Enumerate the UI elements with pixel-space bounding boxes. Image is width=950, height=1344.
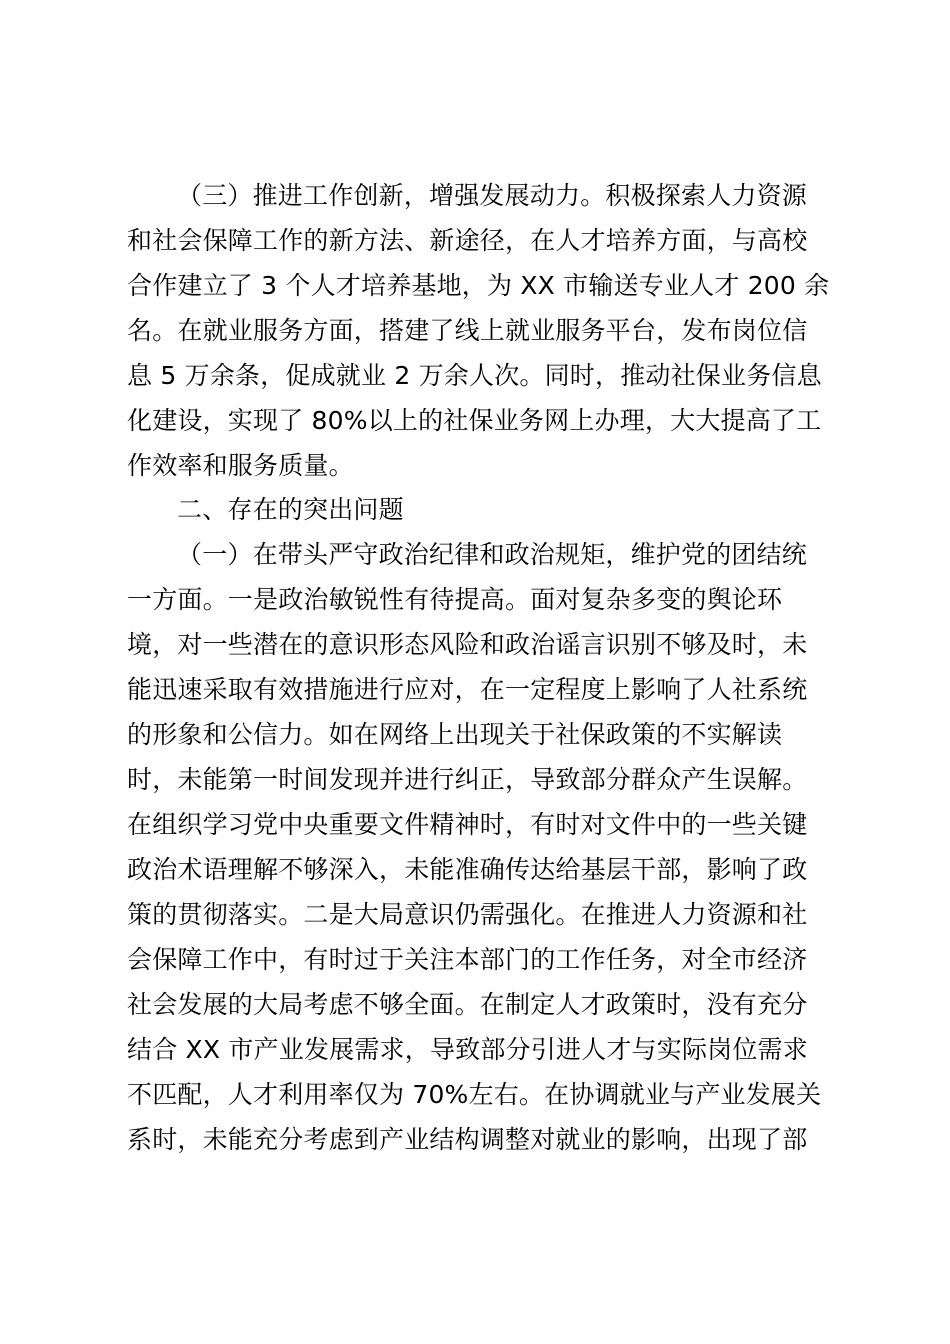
text-line: 一方面。一是政治敏锐性有待提高。面对复杂多变的舆论环: [127, 585, 783, 614]
text-line: 作效率和服务质量。: [127, 451, 354, 480]
text-line: 时，未能第一时间发现并进行纠正，导致部分群众产生误解。: [127, 765, 808, 794]
text-line: 名。在就业服务方面，搭建了线上就业服务平台，发布岗位信: [127, 316, 808, 345]
text-line: 在组织学习党中央重要文件精神时，有时对文件中的一些关键: [127, 810, 808, 839]
text-line: 结合 XX 市产业发展需求，导致部分引进人才与实际岗位需求: [127, 1035, 808, 1064]
text-line: 的形象和公信力。如在网络上出现关于社保政策的不实解读: [127, 720, 783, 749]
text-line: 合作建立了 3 个人才培养基地，为 XX 市输送专业人才 200 余: [127, 271, 830, 300]
text-line: 息 5 万余条，促成就业 2 万余人次。同时，推动社保业务信息: [127, 361, 822, 390]
text-line: 和社会保障工作的新方法、新途径，在人才培养方面，与高校: [127, 226, 808, 255]
text-line: 化建设，实现了 80%以上的社保业务网上办理，大大提高了工: [127, 406, 822, 435]
text-line: 境，对一些潜在的意识形态风险和政治谣言识别不够及时，未: [127, 630, 808, 659]
text-line: 会保障工作中，有时过于关注本部门的工作任务，对全市经济: [127, 945, 808, 974]
text-line: 政治术语理解不够深入，未能准确传达给基层干部，影响了政: [127, 855, 808, 884]
text-line: 不匹配，人才利用率仅为 70%左右。在协调就业与产业发展关: [127, 1080, 822, 1109]
text-line: （三）推进工作创新，增强发展动力。积极探索人力资源: [177, 181, 808, 210]
text-line: 系时，未能充分考虑到产业结构调整对就业的影响，出现了部: [127, 1125, 808, 1154]
text-line: 策的贯彻落实。二是大局意识仍需强化。在推进人力资源和社: [127, 900, 808, 929]
section-heading: 二、存在的突出问题: [177, 495, 404, 524]
text-line: 能迅速采取有效措施进行应对，在一定程度上影响了人社系统: [127, 675, 808, 704]
text-line: （一）在带头严守政治纪律和政治规矩，维护党的团结统: [177, 540, 808, 569]
text-line: 社会发展的大局考虑不够全面。在制定人才政策时，没有充分: [127, 990, 808, 1019]
